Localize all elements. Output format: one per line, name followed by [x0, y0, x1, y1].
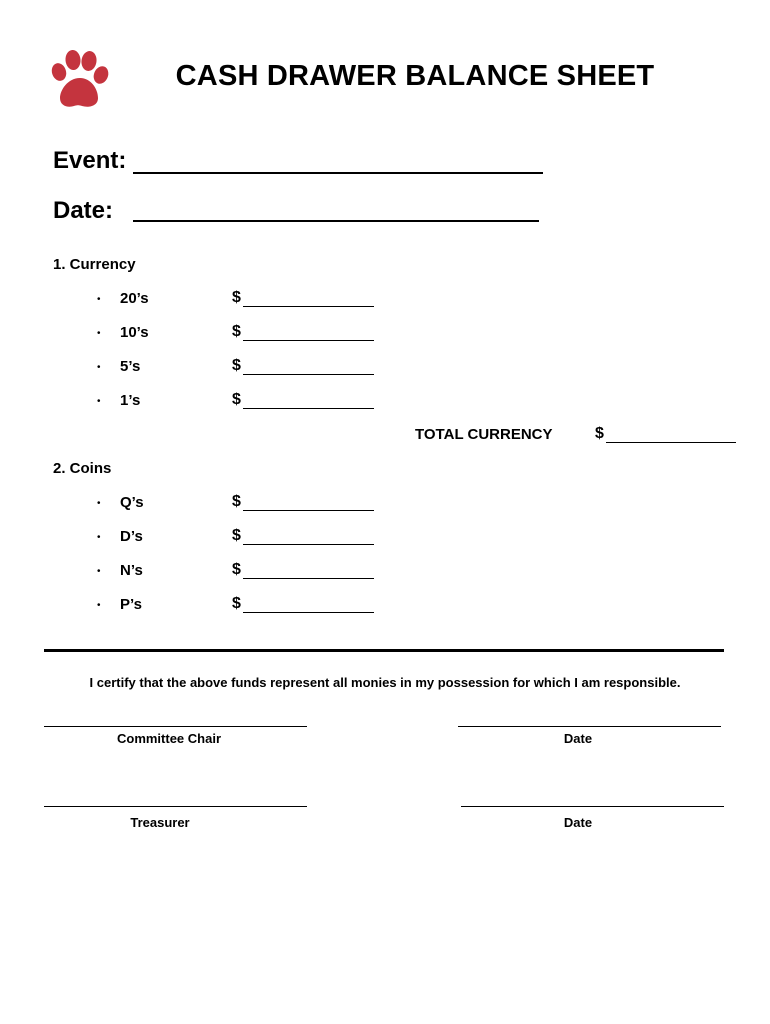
currency-item-label: 1’s: [120, 392, 141, 409]
bullet-icon: •: [97, 396, 101, 407]
dollar-sign: $: [232, 323, 241, 340]
amount-field-10s[interactable]: [243, 340, 374, 341]
event-label: Event:: [53, 147, 127, 174]
bullet-icon: •: [97, 362, 101, 373]
total-currency-label: TOTAL CURRENCY: [415, 426, 553, 443]
bullet-icon: •: [97, 600, 101, 611]
section-divider: [44, 649, 724, 652]
date-signature-line-2[interactable]: [461, 806, 724, 807]
date-label-1: Date: [563, 731, 593, 746]
currency-item-label: 20’s: [120, 290, 149, 307]
committee-chair-signature-line[interactable]: [44, 726, 307, 727]
currency-item-label: 10’s: [120, 324, 149, 341]
committee-chair-label: Committee Chair: [116, 731, 222, 746]
dollar-sign: $: [232, 493, 241, 510]
amount-field-5s[interactable]: [243, 374, 374, 375]
certification-text: I certify that the above funds represent all monies in my possession for which I am responsible.: [89, 675, 681, 690]
treasurer-label: Treasurer: [130, 815, 190, 830]
amount-field-dimes[interactable]: [243, 544, 374, 545]
bullet-icon: •: [97, 294, 101, 305]
coin-item-label: Q’s: [120, 494, 144, 511]
bullet-icon: •: [97, 566, 101, 577]
coin-item-label: N’s: [120, 562, 143, 579]
amount-field-quarters[interactable]: [243, 510, 374, 511]
date-label-2: Date: [563, 815, 593, 830]
dollar-sign: $: [232, 357, 241, 374]
dollar-sign: $: [232, 391, 241, 408]
date-field[interactable]: [133, 220, 539, 222]
amount-field-nickels[interactable]: [243, 578, 374, 579]
dollar-sign: $: [232, 595, 241, 612]
date-label: Date:: [53, 197, 114, 224]
total-currency-field[interactable]: [606, 442, 736, 443]
dollar-sign: $: [232, 561, 241, 578]
bullet-icon: •: [97, 532, 101, 543]
bullet-icon: •: [97, 498, 101, 509]
paw-print-icon: [46, 48, 112, 114]
currency-item-label: 5’s: [120, 358, 141, 375]
amount-field-20s[interactable]: [243, 306, 374, 307]
amount-field-1s[interactable]: [243, 408, 374, 409]
coin-item-label: P’s: [120, 596, 142, 613]
page-title: CASH DRAWER BALANCE SHEET: [175, 60, 655, 92]
coin-item-label: D’s: [120, 528, 143, 545]
currency-heading: 1. Currency: [53, 256, 136, 273]
date-signature-line-1[interactable]: [458, 726, 721, 727]
coins-heading: 2. Coins: [53, 460, 112, 477]
amount-field-pennies[interactable]: [243, 612, 374, 613]
dollar-sign: $: [232, 289, 241, 306]
bullet-icon: •: [97, 328, 101, 339]
treasurer-signature-line[interactable]: [44, 806, 307, 807]
dollar-sign: $: [595, 425, 604, 442]
event-field[interactable]: [133, 172, 543, 174]
dollar-sign: $: [232, 527, 241, 544]
